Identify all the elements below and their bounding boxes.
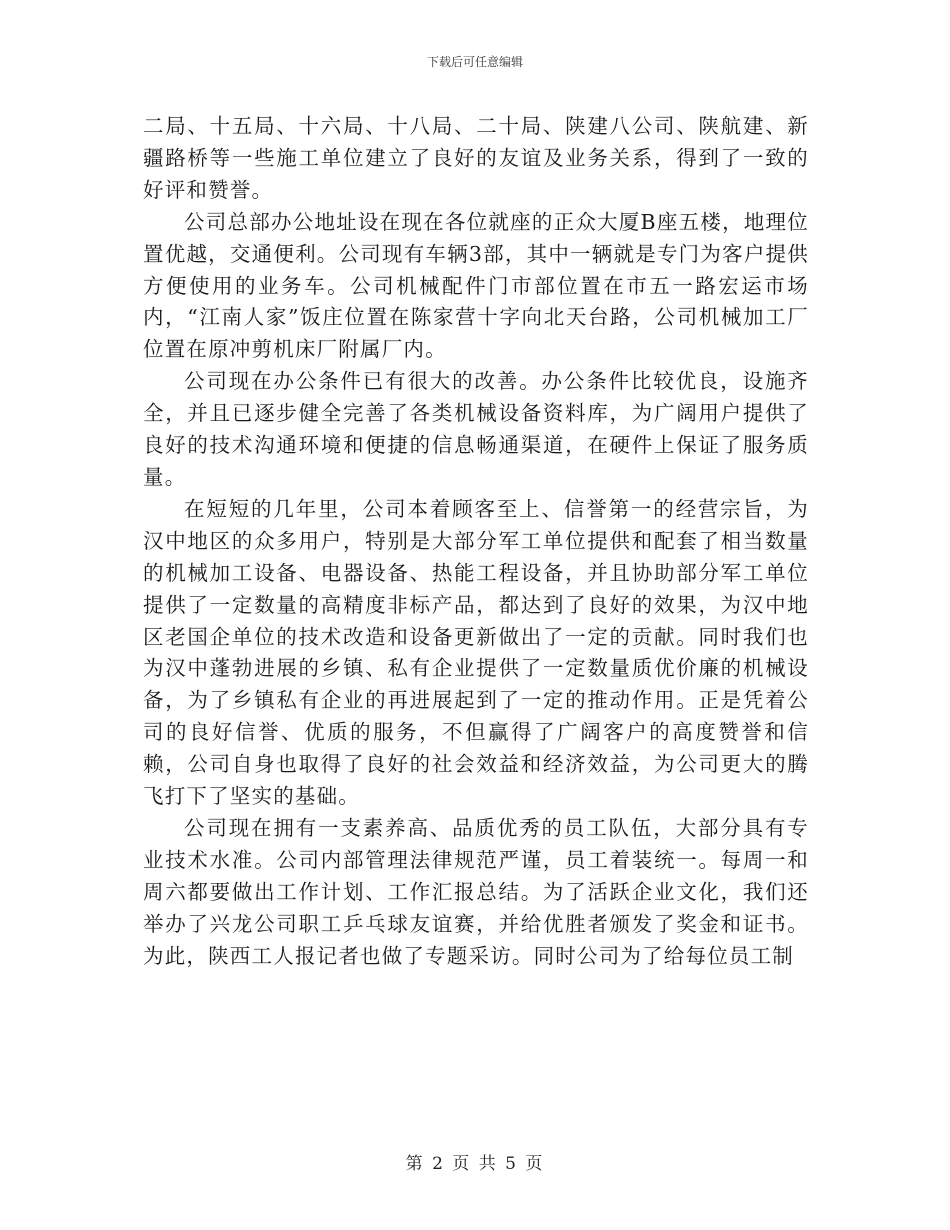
paragraph-1: 二局、十五局、十六局、十八局、二十局、陕建八公司、陕航建、新疆路桥等一些施工单位建立了良好的友谊及业务关系，得到了一致的好评和赞誉。 xyxy=(143,114,809,202)
page-number-footer: 第 2 页 共 5 页 xyxy=(405,1154,545,1174)
paragraph-5: 公司现在拥有一支素养高、品质优秀的员工队伍，大部分具有专业技术水准。公司内部管理法律规范严谨，员工着装统一。每周一和周六都要做出工作计划、工作汇报总结。为了活跃企业文化，我们还举办了兴龙公司职工乒乓球友谊赛，并给优胜者颁发了奖金和证书。为此，陕西工人报记者也做了专题采访。同时公司为了给每位员工制 xyxy=(143,815,809,968)
paragraph-2: 公司总部办公地址设在现在各位就座的正众大厦B座五楼，地理位置优越，交通便利。公司现有车辆3部，其中一辆就是专门为客户提供方便使用的业务车。公司机械配件门市部位置在市五一路宏运市场内，“江南人家”饭庄位置在陈家营十字向北天台路，公司机械加工厂位置在原冲剪机床厂附属厂内。 xyxy=(143,209,809,362)
page-header: 下载后可任意编辑 xyxy=(426,55,523,69)
document-body xyxy=(143,111,809,972)
paragraph-3: 公司现在办公条件已有很大的改善。办公条件比较优良，设施齐全，并且已逐步健全完善了各类机械设备资料库，为广阔用户提供了良好的技术沟通环境和便捷的信息畅通渠道，在硬件上保证了服务质量。 xyxy=(143,369,809,489)
paragraph-4: 在短短的几年里，公司本着顾客至上、信誉第一的经营宗旨，为汉中地区的众多用户，特别是大部分军工单位提供和配套了相当数量的机械加工设备、电器设备、热能工程设备，并且协助部分军工单位提供了一定数量的高精度非标产品，都达到了良好的效果，为汉中地区老国企单位的技术改造和设备更新做出了一定的贡献。同时我们也为汉中蓬勃进展的乡镇、私有企业提供了一定数量质优价廉的机械设备，为了乡镇私有企业的再进展起到了一定的推动作用。正是凭着公司的良好信誉、优质的服务，不但赢得了广阔客户的高度赞誉和信赖，公司自身也取得了良好的社会效益和经济效益，为公司更大的腾飞打下了坚实的基础。 xyxy=(143,496,809,809)
